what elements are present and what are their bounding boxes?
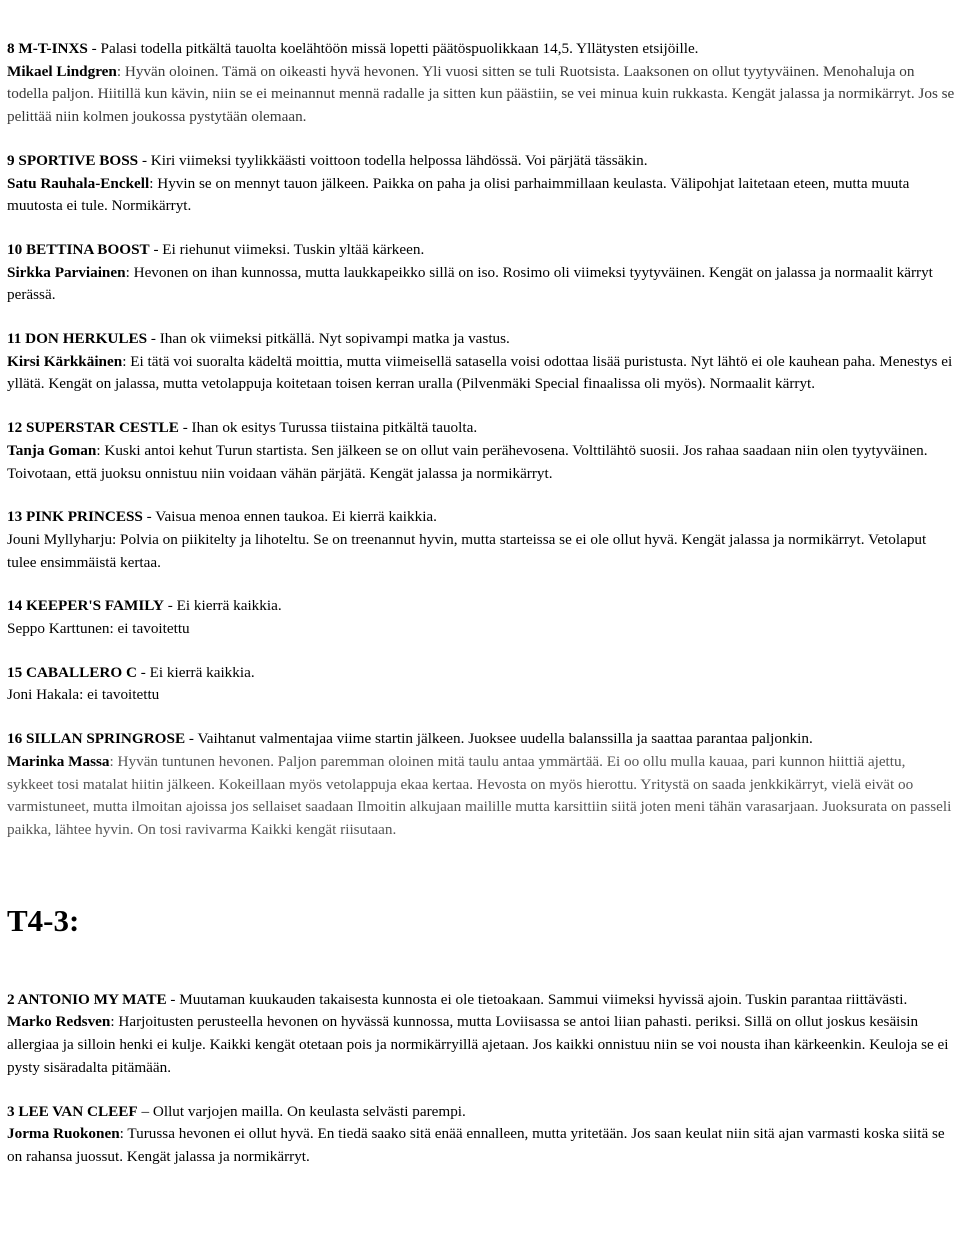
- horse-line: [7, 417, 955, 440]
- horse-name: 9 SPORTIVE BOSS: [7, 151, 139, 169]
- trainer-comment: Seppo Karttunen: ei tavoitettu: [7, 620, 190, 638]
- entry-11: [7, 328, 955, 396]
- trainer-line: [7, 1123, 955, 1168]
- section-title: T4-3:: [7, 902, 80, 938]
- horse-name: 3 LEE VAN CLEEF: [7, 1102, 138, 1120]
- entry-15: [7, 662, 955, 707]
- horse-name: 16 SILLAN SPRINGROSE: [7, 730, 186, 748]
- entry-13: [7, 506, 955, 574]
- entry-9: [7, 150, 955, 218]
- entry-10: [7, 239, 955, 307]
- trainer-comment: : Ei tätä voi suoralta kädeltä moittia, mutta viimeisellä satasella voisi odottaa lisää puristusta. Nyt lähtö ei ole kauhean paha. Menestys ei yllätä. Kengät on jalassa, mutta vetolappuja koitetaan toisen kerran uralla (Pilvenmäki Special finaalissa oli myös). Normaalit kärryt.: [7, 352, 953, 393]
- trainer-comment: : Hevonen on ihan kunnossa, mutta laukkapeikko sillä on iso. Rosimo oli viimeksi tyytyväinen. Kengät on jalassa ja normaalit kärryt perässä.: [7, 263, 933, 304]
- trainer-line: [7, 1011, 955, 1079]
- trainer-name: Sirkka Parviainen: [7, 263, 126, 281]
- trainer-line: [7, 751, 955, 842]
- trainer-comment: : Hyvän oloinen. Tämä on oikeasti hyvä hevonen. Yli vuosi sitten se tuli Ruotsista. Laaksonen on ollut tyytyväinen. Menohaluja on todella paljon. Hiitillä kun kävin, niin se ei meinannut mennä radalle ja sitten kun päästiin, se vei minua kuin rukkasta. Kengät jalassa ja normikärryt. Jos se pelittää niin kolmen joukossa pystytään olemaan.: [7, 62, 955, 126]
- trainer-comment: : Hyvän tuntunen hevonen. Paljon paremman oloinen mitä taulu antaa ymmärtää. Ei oo ollu mulla kauaa, pari kunnon hiittiä ajettu, sykkeet tosi matalat hiitin jälkeen. Kokeillaan myös vetolappuja ekaa kertaa. Hevosta on myös hierottu. Yritystä on saada jenkkikärryt, vielä eivät oo varmistuneet, mutta ilmoitan ajoissa jos sellaiset saadaan Ilmoitin alkujaan mailille mutta karsittiin siitä joten meni tähän varasarjaan. Juoksurata on passeli paikka, lähtee hyvin. On tosi ravivarma Kaikki kengät riisutaan.: [7, 752, 952, 838]
- horse-comment: – Ollut varjojen mailla. On keulasta selvästi parempi.: [137, 1102, 466, 1120]
- horse-comment: - Ihan ok esitys Turussa tiistaina pitkältä tauolta.: [178, 419, 478, 437]
- horse-comment: - Vaisua menoa ennen taukoa. Ei kierrä kaikkia.: [142, 508, 437, 526]
- entry-12: [7, 417, 955, 485]
- entry-3: [7, 1101, 955, 1169]
- horse-comment: - Kiri viimeksi tyylikkäästi voittoon todella helpossa lähdössä. Voi pärjätä tässäkin.: [138, 151, 648, 169]
- horse-line: [7, 38, 955, 61]
- horse-comment: - Ei kierrä kaikkia.: [136, 663, 255, 681]
- trainer-name: Mikael Lindgren: [7, 62, 117, 80]
- trainer-comment: : Kuski antoi kehut Turun startista. Sen jälkeen se on ollut vain perähevosena. Volttilähtö suosii. Jos rahaa saadaan niin olen tyytyväinen. Toivotaan, että juoksu onnistuu niin voidaan vähän pärjätä. Kengät jalassa ja normikärryt.: [7, 441, 928, 482]
- horse-name: 10 BETTINA BOOST: [7, 240, 150, 258]
- horse-line: [7, 506, 955, 529]
- trainer-name: Jorma Ruokonen: [7, 1125, 120, 1143]
- horse-name: 15 CABALLERO C: [7, 663, 137, 681]
- trainer-line: [7, 173, 955, 218]
- trainer-comment: Joni Hakala: ei tavoitettu: [7, 686, 160, 704]
- trainer-line: [7, 440, 955, 485]
- entry-14: [7, 595, 955, 640]
- trainer-comment: : Harjoitusten perusteella hevonen on hyvässä kunnossa, mutta Loviisassa se antoi liian pahasti. periksi. Sillä on ollut joskus kesäisin allergiaa ja silloin henki ei kulje. Kaikki kengät otetaan pois ja normikärryillä ajetaan. Jos kaikki onnistuu niin se voi nousta ihan kärkeenkin. Keuloja se ei pysty sisäradalta pitämään.: [7, 1013, 949, 1076]
- trainer-name: Tanja Goman: [7, 441, 97, 459]
- horse-comment: - Palasi todella pitkältä tauolta koelähtöön missä lopetti päätöspuolikkaan 14,5. Yllätysten etsijöille.: [87, 40, 699, 57]
- horse-name: 13 PINK PRINCESS: [7, 508, 143, 526]
- horse-line: [7, 1101, 955, 1124]
- trainer-comment: : Turussa hevonen ei ollut hyvä. En tiedä saako sitä enää ennalleen, mutta yritetään. Jos saan keulat niin sitä ajan varmasti koska siitä se on rahansa juossut. Kengät jalassa ja normikärryt.: [7, 1125, 945, 1165]
- horse-line: [7, 239, 955, 262]
- horse-line: [7, 328, 955, 351]
- horse-line: [7, 728, 955, 751]
- trainer-line: [7, 61, 955, 129]
- trainer-line: [7, 684, 955, 707]
- horse-comment: - Ei riehunut viimeksi. Tuskin yltää kärkeen.: [149, 240, 425, 258]
- entry-8: [7, 38, 955, 129]
- entry-16: [7, 728, 955, 842]
- horse-name: 14 KEEPER'S FAMILY: [7, 597, 164, 615]
- horse-comment: - Ei kierrä kaikkia.: [163, 597, 282, 615]
- horse-line: [7, 150, 955, 173]
- horse-comment: - Muutaman kuukauden takaisesta kunnosta ei ole tietoakaan. Sammui viimeksi hyvissä ajoin. Tuskin parantaa riittävästi.: [166, 990, 908, 1008]
- trainer-comment: Jouni Myllyharju: Polvia on piikitelty ja lihoteltu. Se on treenannut hyvin, mutta starteissa se ei ole ollut hyvä. Kengät jalassa ja normikärryt. Vetolaput tulee ensimmäistä kertaa.: [7, 530, 927, 571]
- horse-name: 11 DON HERKULES: [7, 330, 148, 348]
- trainer-name: Satu Rauhala-Enckell: [7, 174, 150, 192]
- horse-comment: - Vaihtanut valmentajaa viime startin jälkeen. Juoksee uudella balanssilla ja saattaa parantaa paljonkin.: [185, 730, 813, 748]
- horse-name: 8 M-T-INXS: [7, 40, 88, 57]
- trainer-name: Marinka Massa: [7, 752, 110, 770]
- trainer-line: [7, 618, 955, 641]
- horse-name: 12 SUPERSTAR CESTLE: [7, 419, 179, 437]
- horse-comment: - Ihan ok viimeksi pitkällä. Nyt sopivampi matka ja vastus.: [147, 330, 510, 348]
- horse-name: 2 ANTONIO MY MATE: [7, 990, 167, 1008]
- trainer-comment: : Hyvin se on mennyt tauon jälkeen. Paikka on paha ja olisi parhaimmillaan keulasta. Välipohjat laitetaan eteen, mutta muuta muutosta ei tule. Normikärryt.: [7, 174, 910, 215]
- entry-2: [7, 989, 955, 1080]
- horse-line: [7, 989, 955, 1012]
- trainer-line: [7, 529, 955, 574]
- trainer-line: [7, 351, 955, 396]
- trainer-name: Marko Redsven: [7, 1013, 111, 1031]
- trainer-name: Kirsi Kärkkäinen: [7, 352, 123, 370]
- horse-line: [7, 595, 955, 618]
- trainer-line: [7, 262, 955, 307]
- horse-line: [7, 662, 955, 685]
- document-page: [7, 38, 955, 1190]
